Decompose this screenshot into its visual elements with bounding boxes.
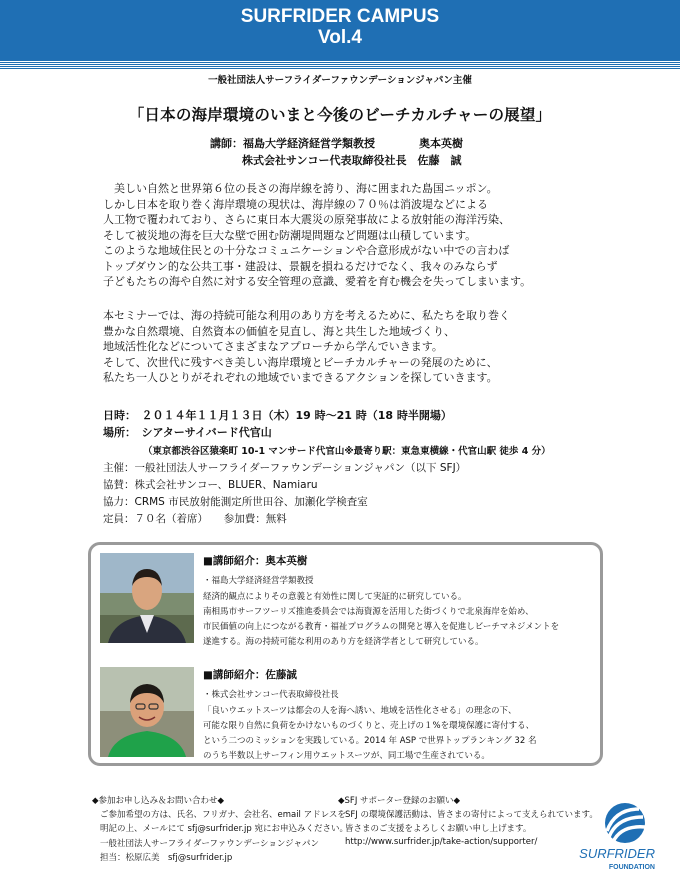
organizer-line: 一般社団法人サーフライダーファウンデーションジャパン主催 xyxy=(208,75,472,86)
bio-role-okumoto: ・福島大学経済経営学類教授 xyxy=(203,576,314,586)
purpose-line: 豊かな自然環境、自然資本の価値を見直し、海と共生した地域づくり、 xyxy=(103,324,455,338)
event-venue: 場所： シアターサイバード代官山 xyxy=(103,426,272,439)
event-sponsor: 協賛：株式会社サンコー、BLUER、Namiaru xyxy=(103,479,318,491)
bio-text-line: のうち半数以上サーフィン用ウエットスーツが、同工場で生産されている。 xyxy=(203,751,490,761)
event-cooperation: 協力：CRMS 市民放射能測定所世田谷、加瀬化学検査室 xyxy=(103,496,368,508)
sato-photo xyxy=(100,667,194,757)
brand-title: SURFRIDER CAMPUS xyxy=(240,6,440,27)
bio-text-line: 市民価値の向上につながる教育・福祉プログラムの開発と導入を促進しビーチマネジメントを xyxy=(203,622,560,632)
contact-line[interactable]: 明記の上、メールにて sfj@surfrider.jp 宛にお申込みください。 xyxy=(100,824,348,834)
intro-line: 美しい自然と世界第６位の長さの海岸線を誇り、海に囲まれた島国ニッポン。 xyxy=(103,182,498,195)
supporter-line: SFJ の環境保護活動は、皆さまの寄付によって支えられています。 xyxy=(345,810,598,820)
bio-text-line: 経済的観点によりその意義と有効性に関して実証的に研究している。 xyxy=(203,592,467,602)
contact-heading: ◆参加お申し込み＆お問い合わせ◆ xyxy=(92,796,225,806)
intro-line: トップダウン的な公共工事・建設は、景観を損ねるだけでなく、我々のみならず xyxy=(103,259,498,273)
supporter-url-link[interactable]: http://www.surfrider.jp/take-action/supporter/ xyxy=(345,837,538,847)
purpose-line: 私たち一人ひとりがそれぞれの地域でいまできるアクションを探していきます。 xyxy=(103,371,498,384)
event-address: （東京都渋谷区猿楽町 10-1 マンサード代官山※最寄り駅：東急東横線・代官山駅 徒歩 4 分） xyxy=(143,446,551,457)
intro-line: しかし日本を取り巻く海岸環境の現状は、海岸線の７０％は消波堤などによる xyxy=(103,197,488,211)
bio-text-line: 遂進する。海の持続可能な利用のあり方を経済学者として研究している。 xyxy=(203,637,484,647)
logo-wordmark: SURFRIDER xyxy=(579,846,655,861)
intro-line: このような地域住民との十分なコミュニケーションや合意形成がない中での言わば xyxy=(103,244,510,257)
purpose-line: 本セミナーでは、海の持続可能な利用のあり方を考えるために、私たちを取り巻く xyxy=(103,309,510,322)
intro-line: そして被災地の海を巨大な壁で囲む防潮堤問題など問題は山積しています。 xyxy=(103,228,477,242)
intro-line: 子どもたちの海や自然に対する安全管理の意識、愛着を育む機会を失ってしまいます。 xyxy=(103,275,532,288)
volume-label: Vol.4 xyxy=(318,27,362,48)
header-stripes xyxy=(0,60,680,70)
intro-line: 人工物で覆われており、さらに東日本大震災の原発事故による放射能の海洋汚染、 xyxy=(103,213,510,226)
okumoto-photo xyxy=(100,553,194,643)
bio-text-line: 可能な限り自然に負荷をかけないものづくりと、売上げの１%を環境保護に寄付する、 xyxy=(203,721,535,731)
logo-subtitle: FOUNDATION xyxy=(608,864,655,871)
bio-text-line: という二つのミッションを実践している。2014 年 ASP で世界トップランキング 32 名 xyxy=(203,736,537,746)
bio-heading-sato: ■講師紹介：佐藤誠 xyxy=(203,669,297,681)
contact-line: ご参加希望の方は、氏名、フリガナ、会社名、email アドレスを xyxy=(100,810,346,820)
intro-paragraph xyxy=(103,181,603,290)
event-host: 主催：一般社団法人サーフライダーファウンデーションジャパン（以下 SFJ） xyxy=(103,462,467,474)
bio-role-sato: ・株式会社サンコー代表取締役社長 xyxy=(203,690,339,700)
header-banner xyxy=(0,0,680,60)
purpose-line: 地域活性化などについてさまざまなアプローチから学んでいきます。 xyxy=(103,340,443,353)
event-capacity: 定員：７０名（着席） 参加費：無料 xyxy=(103,513,287,525)
event-datetime: 日時： ２０１４年１１月１３日（木）19 時〜21 時（18 時半開場） xyxy=(103,409,452,422)
surfrider-logo xyxy=(557,799,657,879)
supporter-heading: ◆SFJ サポーター登録のお願い◆ xyxy=(338,796,461,806)
lecturer-line-1: 講師：福島大学経済経営学類教授 奥本英樹 xyxy=(210,137,463,150)
contact-person[interactable]: 担当：松原広美 sfj@surfrider.jp xyxy=(100,853,233,863)
bio-text-line: 南相馬市サーフツーリズ推進委員会では海資源を活用した街づくりで北泉海岸を始め、 xyxy=(203,607,534,617)
purpose-paragraph xyxy=(103,308,603,386)
contact-org: 一般社団法人サーフライダーファウンデーションジャパン xyxy=(100,839,320,849)
bio-text-line: 「良いウエットスーツは都会の人を海へ誘い、地域を活性化させる」の理念の下、 xyxy=(203,706,517,716)
purpose-line: そして、次世代に残すべき美しい海岸環境とビーチカルチャーの発展のために、 xyxy=(103,355,498,369)
bio-heading-okumoto: ■講師紹介：奥本英樹 xyxy=(203,555,308,567)
seminar-title: 「日本の海岸環境のいまと今後のビーチカルチャーの展望」 xyxy=(128,106,552,124)
supporter-line: 皆さまのご支援をよろしくお願い申し上げます。 xyxy=(345,824,532,834)
lecturer-line-2: 株式会社サンコー代表取締役社長 佐藤 誠 xyxy=(242,154,462,167)
